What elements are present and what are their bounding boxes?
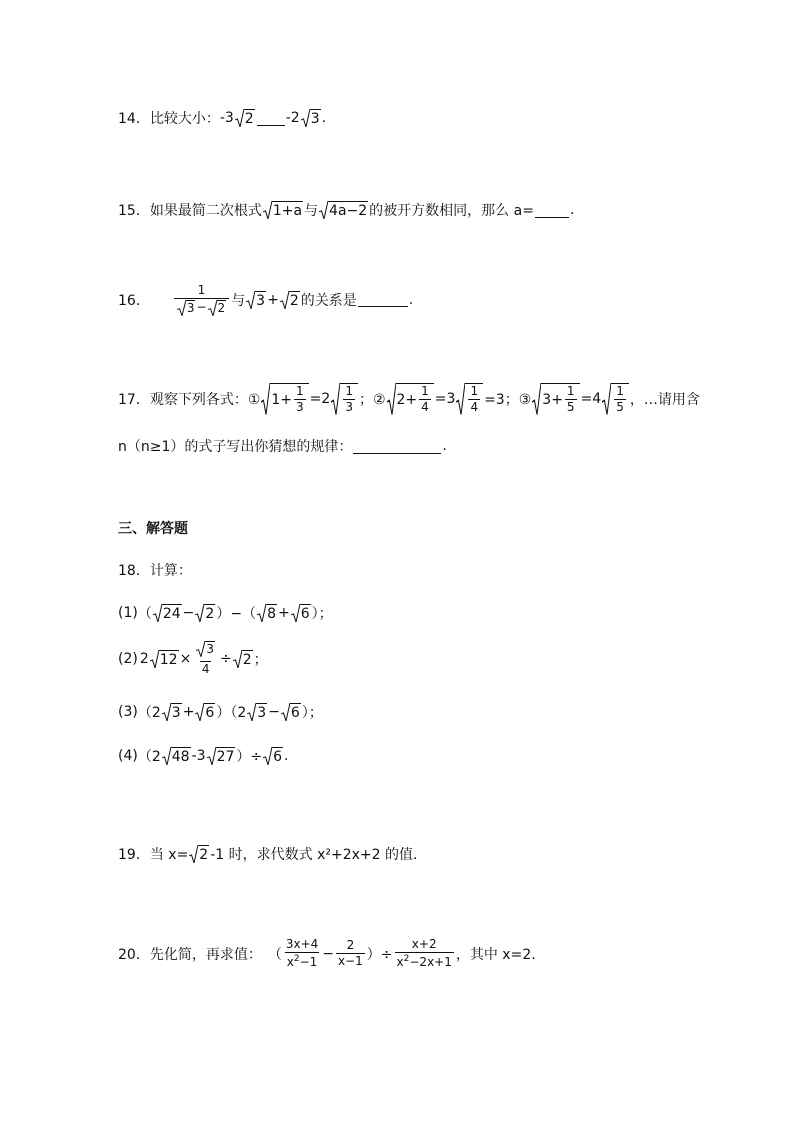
fraction: 1 3 − 2 — [174, 284, 229, 316]
sqrt-expression: 4a−2 — [319, 201, 368, 219]
radical-sign-icon — [291, 604, 300, 622]
sqrt-expression: 3 — [162, 703, 182, 721]
sqrt-expression: 3 — [177, 300, 196, 316]
sqrt-expression: 3 — [247, 703, 267, 721]
fraction: $\frac{1}{3}$ — [345, 384, 353, 414]
sqrt-expression: 1+a — [263, 201, 303, 219]
radical-sign-icon — [319, 201, 328, 219]
fraction: $\frac{3}{4}$ — [193, 641, 218, 676]
sqrt-expression: 3 — [196, 641, 215, 657]
sqrt-expression: 12 — [150, 650, 179, 668]
radical-sign-icon — [263, 201, 272, 219]
question-number: 18． — [118, 563, 150, 579]
sqrt-expression: 2 — [280, 291, 300, 309]
radical-sign-icon — [189, 845, 198, 863]
sqrt-expression: 2 — [235, 109, 255, 127]
fraction: $\frac{1}{4}$ — [421, 384, 429, 414]
part-label: (4) — [118, 748, 138, 764]
sqrt-expression: 2+ $\frac{1}{4}$ — [387, 383, 434, 415]
radical-sign-icon — [257, 604, 266, 622]
radical-sign-icon — [532, 383, 541, 415]
part-label: (1) — [118, 605, 138, 621]
section-heading: 三、解答题 — [118, 521, 188, 537]
sqrt-expression: 2 — [189, 845, 209, 863]
fraction: $\frac{x+2}{x^2-2x+1}$ — [396, 937, 452, 969]
question-text: 比较大小： — [149, 111, 220, 127]
fraction: $\frac{2}{x-1}$ — [338, 938, 363, 968]
sqrt-expression: 2 — [233, 650, 253, 668]
radical-sign-icon — [456, 383, 465, 415]
question-18-part-2: (2) 2 12 × $\frac{3}{4}$ ÷ 2 ； — [118, 642, 268, 676]
answer-blank[interactable] — [535, 203, 569, 218]
sqrt-expression: 24 — [153, 604, 182, 622]
sqrt-expression: 8 — [257, 604, 277, 622]
radical-sign-icon — [235, 109, 244, 127]
fraction: $\frac{1}{5}$ — [616, 384, 624, 414]
question-18-part-4: (4) （2 48 -3 27 ）÷ 6 . — [118, 748, 289, 765]
sqrt-expression: 3+ $\frac{1}{5}$ — [532, 383, 579, 415]
radical-sign-icon — [177, 300, 186, 316]
sqrt-expression — [456, 383, 483, 415]
fraction: $\frac{1}{5}$ — [566, 384, 575, 414]
answer-blank[interactable] — [353, 439, 441, 454]
question-18: 18． 计算： — [118, 560, 192, 580]
sqrt-expression: 2 — [208, 300, 227, 316]
radical-sign-icon — [208, 300, 217, 316]
sqrt-expression: 27 — [207, 747, 236, 765]
radical-sign-icon — [246, 291, 255, 309]
sqrt-expression: 6 — [281, 703, 301, 721]
radical-sign-icon — [196, 641, 205, 657]
answer-blank[interactable] — [257, 111, 285, 126]
radical-sign-icon — [153, 604, 162, 622]
radical-sign-icon — [387, 383, 396, 415]
radical-sign-icon — [261, 383, 270, 415]
question-number: 14． — [118, 111, 150, 127]
radical-sign-icon — [233, 650, 242, 668]
radical-sign-icon — [301, 109, 310, 127]
part-label: (3) — [118, 704, 138, 720]
radical-sign-icon — [263, 747, 272, 765]
fraction: $\frac{3x+4}{x^2-1}$ — [285, 937, 319, 969]
fraction: $\frac{1}{4}$ — [470, 384, 479, 414]
sqrt-expression — [331, 383, 358, 415]
sqrt-expression: 6 — [263, 747, 283, 765]
sqrt-expression: 1+ $\frac{1}{3}$ — [261, 383, 308, 415]
radical-sign-icon — [150, 650, 159, 668]
radical-sign-icon — [247, 703, 256, 721]
question-number: 17． — [118, 391, 150, 408]
radical-sign-icon — [281, 703, 290, 721]
question-14: 14． 比较大小： -3 2 -2 3 . — [118, 110, 327, 127]
question-16: 16． 1 3 − 2 与 3 + 2 的关系是 . — [118, 283, 414, 315]
sqrt-expression: 3 — [301, 109, 321, 127]
sqrt-expression: 48 — [162, 747, 191, 765]
question-19: 19． 当 x= 2 -1 时，求代数式 x²+2x+2 的值． — [118, 844, 427, 864]
question-number: 15． — [118, 203, 150, 219]
radical-sign-icon — [602, 383, 611, 415]
radical-sign-icon — [207, 747, 216, 765]
question-number: 16． — [118, 292, 150, 309]
part-label: (2) — [118, 650, 138, 667]
sqrt-expression — [602, 383, 629, 415]
question-18-part-1: (1) （ 24 − 2 ）−（ 8 + 6 ）； — [118, 605, 333, 622]
radical-sign-icon — [162, 747, 171, 765]
radical-sign-icon — [195, 604, 204, 622]
question-18-part-3: (3) （2 3 + 6 ）（2 3 − 6 ）； — [118, 704, 323, 721]
sqrt-expression: 6 — [195, 703, 215, 721]
question-number: 19． — [118, 847, 150, 863]
coefficient: -3 — [219, 110, 234, 126]
fraction: $\frac{1}{3}$ — [296, 384, 304, 414]
sqrt-expression: 3 — [246, 291, 266, 309]
radical-sign-icon — [331, 383, 340, 415]
question-15: 15． 如果最简二次根式 1+a 与 4a−2 的被开方数相同，那么 a= . — [118, 202, 575, 219]
question-17-continued: n（n≥1）的式子写出你猜想的规律： . — [118, 438, 447, 455]
radical-sign-icon — [280, 291, 289, 309]
coefficient: -2 — [285, 110, 300, 126]
radical-sign-icon — [162, 703, 171, 721]
question-number: 20． — [118, 946, 150, 963]
answer-blank[interactable] — [358, 292, 408, 307]
sqrt-expression: 2 — [195, 604, 215, 622]
sqrt-expression: 6 — [291, 604, 311, 622]
radical-sign-icon — [195, 703, 204, 721]
question-20: 20． 先化简，再求值： （ $\frac{3x+4}{x^2-1}$ − $\frac{2}{x-1}$ ）÷ $\frac{x+2}{x^2-2x+1}$ ，其中 x=2. — [118, 937, 536, 969]
question-17: 17． 观察下列各式：① 1+ $\frac{1}{3}$ =2 $\frac{1}{3}$ ；② 2+ $\frac{1}{4}$ =3 $\frac{1}{4}$ =3；③ 3+ $\frac{1}{5}$ =4 $\frac{1}{5}$ ，…请用含 — [118, 384, 700, 414]
